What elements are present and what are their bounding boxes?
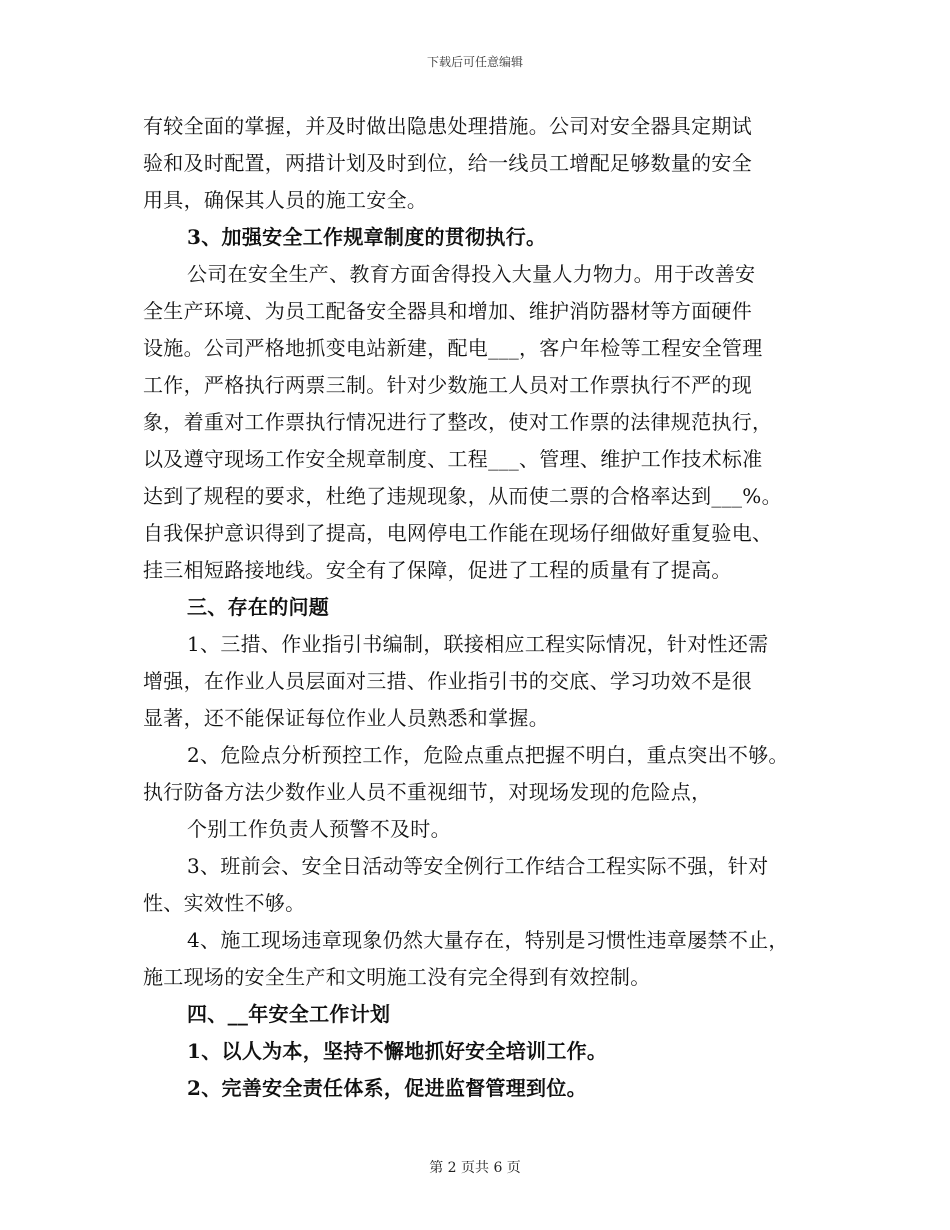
paragraph-line: 4、施工现场违章现象仍然大量存在，特别是习惯性违章屡禁不止， [187,928,789,952]
paragraph-line: 设施。公司严格地抓变电站新建，配电___，客户年检等工程安全管理 [143,336,763,360]
paragraph-line: 有较全面的掌握，并及时做出隐患处理措施。公司对安全器具定期试 [143,114,752,138]
paragraph-line: 挂三相短路接地线。安全有了保障，促进了工程的质量有了提高。 [143,558,732,582]
paragraph-line: 执行防备方法少数作业人员不重视细节，对现场发现的危险点， [143,780,712,804]
section-heading: 四、__年安全工作计划 [187,1002,391,1026]
paragraph-line: 工作，严格执行两票三制。针对少数施工人员对工作票执行不严的现 [143,373,752,397]
section-heading: 3、加强安全工作规章制度的贯彻执行。 [187,225,547,249]
paragraph-line: 2、危险点分析预控工作，危险点重点把握不明白，重点突出不够。 [187,743,789,767]
paragraph-line: 达到了规程的要求，杜绝了违规现象，从而使二票的合格率达到___%。 [143,484,782,508]
paragraph-line: 施工现场的安全生产和文明施工没有完全得到有效控制。 [143,965,651,989]
paragraph-line: 增强，在作业人员层面对三措、作业指引书的交底、学习功效不是很 [143,669,752,693]
paragraph-line: 自我保护意识得到了提高，电网停电工作能在现场仔细做好重复验电、 [143,521,773,545]
paragraph-line: 3、班前会、安全日活动等安全例行工作结合工程实际不强，针对 [187,854,769,878]
paragraph-line: 用具，确保其人员的施工安全。 [143,188,428,212]
page-number: 第 2 页共 6 页 [429,1160,521,1176]
paragraph-line: 验和及时配置，两措计划及时到位，给一线员工增配足够数量的安全 [143,151,752,175]
paragraph-line: 显著，还不能保证每位作业人员熟悉和掌握。 [143,706,549,730]
paragraph-line: 以及遵守现场工作安全规章制度、工程___、管理、维护工作技术标准 [143,447,763,471]
paragraph-line: 全生产环境、为员工配备安全器具和增加、维护消防器材等方面硬件 [143,299,752,323]
section-heading: 1、以人为本，坚持不懈地抓好安全培训工作。 [187,1039,608,1063]
download-note: 下载后可任意编辑 [426,55,523,69]
paragraph-line: 个别工作负责人预警不及时。 [187,817,451,841]
paragraph-line: 公司在安全生产、教育方面舍得投入大量人力物力。用于改善安 [187,262,756,286]
paragraph-line: 1、三措、作业指引书编制，联接相应工程实际情况，针对性还需 [187,632,769,656]
document-body [143,108,833,1107]
section-heading: 三、存在的问题 [187,595,330,619]
paragraph-line: 象，着重对工作票执行情况进行了整改，使对工作票的法律规范执行， [143,410,773,434]
paragraph-line: 性、实效性不够。 [143,891,306,915]
section-heading: 2、完善安全责任体系，促进监督管理到位。 [187,1076,587,1100]
